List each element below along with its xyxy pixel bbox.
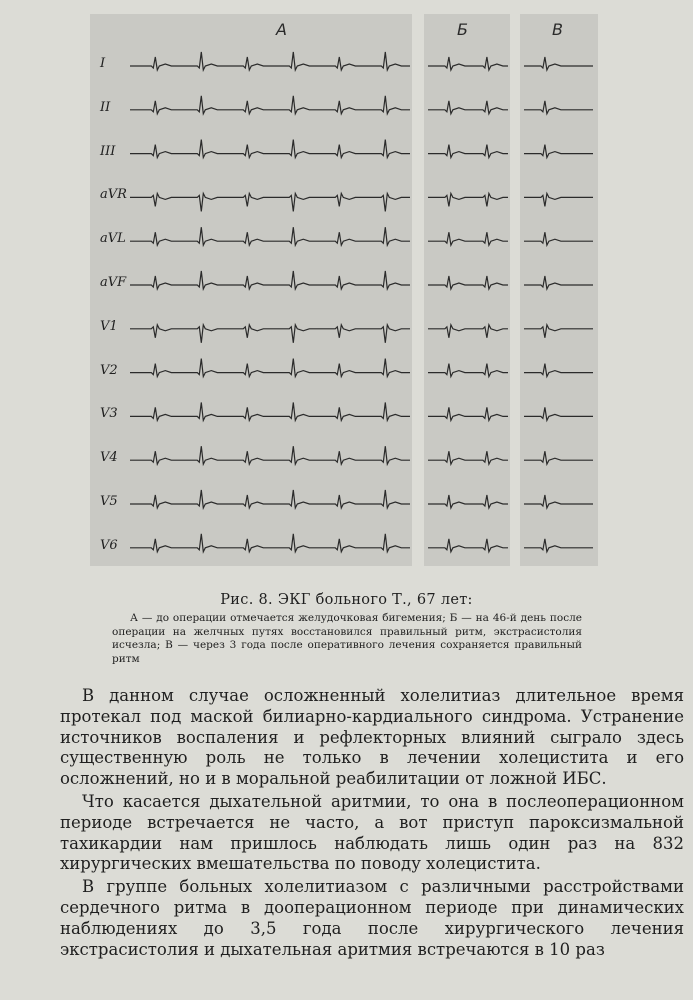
ecg-trace: [130, 227, 410, 245]
ecg-trace: [130, 271, 410, 289]
ecg-trace: [428, 232, 508, 245]
ecg-trace: [524, 232, 593, 245]
panel-label-a: А: [276, 20, 287, 39]
ecg-trace: [428, 57, 508, 70]
ecg-figure: [90, 14, 598, 566]
lead-label: V1: [100, 318, 118, 334]
ecg-trace: [428, 101, 508, 114]
ecg-trace: [428, 193, 508, 206]
ecg-trace: [130, 193, 410, 211]
ecg-trace: [130, 490, 410, 508]
ecg-trace: [130, 325, 410, 343]
paragraph-2: Что касается дыхательной аритмии, то она в послеоперационном периоде встречается не часто, а вот приступ пароксизмальной тахикардии нам пришлось наблюдать лишь один раз на 832 хирургических вмешательства по поводу холецистита.: [60, 791, 684, 874]
paragraph-1: В данном случае осложненный холелитиаз длительное время протекал под маской билиарно-кардиального синдрома. Устранение источников воспаления и рефлекторных влияний сыграло здесь существенную роль не только в лечении холецистита и его осложнений, но и в моральной реабилитации от ложной ИБС.: [60, 686, 684, 789]
lead-label: III: [100, 143, 116, 159]
ecg-trace: [524, 193, 593, 206]
figure-caption-body: А — до операции отмечается желудочковая бигемения; Б — на 46-й день после операции на желчных путях восстановился правильный ритм, экстрасистолия исчезла; В — через 3 года после оперативного лечения сохраняется правильный ритм: [112, 612, 582, 665]
lead-label: aVR: [100, 187, 127, 203]
lead-label: V5: [100, 494, 118, 509]
ecg-trace: [130, 52, 410, 70]
figure-caption-title: Рис. 8. ЭКГ больного Т., 67 лет:: [220, 592, 473, 608]
ecg-trace: [130, 359, 410, 377]
panel-gap-1: [412, 14, 424, 566]
ecg-trace: [130, 446, 410, 464]
ecg-trace: [428, 451, 508, 464]
lead-label: I: [100, 56, 106, 71]
ecg-trace: [130, 96, 410, 114]
ecg-trace: [130, 534, 410, 552]
ecg-trace: [428, 364, 508, 377]
ecg-trace: [524, 495, 593, 508]
ecg-trace: [130, 402, 410, 420]
lead-label: V2: [100, 362, 118, 378]
lead-label: V4: [100, 450, 118, 466]
ecg-trace: [524, 451, 593, 464]
ecg-trace: [130, 140, 410, 158]
lead-label: V6: [100, 537, 118, 553]
ecg-trace: [524, 57, 593, 70]
ecg-trace: [524, 407, 593, 420]
ecg-trace: [428, 495, 508, 508]
body-text: [60, 686, 684, 960]
lead-label: II: [100, 99, 111, 115]
lead-label: aVF: [100, 275, 127, 290]
ecg-trace: [524, 539, 593, 552]
lead-label: aVL: [100, 231, 126, 247]
ecg-trace: [428, 276, 508, 289]
ecg-trace: [428, 539, 508, 552]
ecg-trace: [428, 325, 508, 338]
ecg-traces: [90, 14, 598, 566]
ecg-trace: [524, 276, 593, 289]
panel-label-c: В: [552, 20, 563, 39]
ecg-trace: [428, 407, 508, 420]
ecg-trace: [524, 364, 593, 377]
paragraph-3: В группе больных холелитиазом с различными расстройствами сердечного ритма в дооперационном периоде при динамических наблюдениях до 3,5 года после хирургического лечения экстрасистолия и дыхательная аритмия встречаются в 10 раз: [60, 877, 684, 959]
lead-label: V3: [100, 406, 118, 422]
ecg-trace: [524, 145, 593, 158]
panel-gap-2: [510, 14, 520, 566]
panel-label-b: Б: [457, 20, 468, 39]
ecg-trace: [524, 101, 593, 114]
ecg-trace: [524, 325, 593, 338]
ecg-trace: [428, 145, 508, 158]
